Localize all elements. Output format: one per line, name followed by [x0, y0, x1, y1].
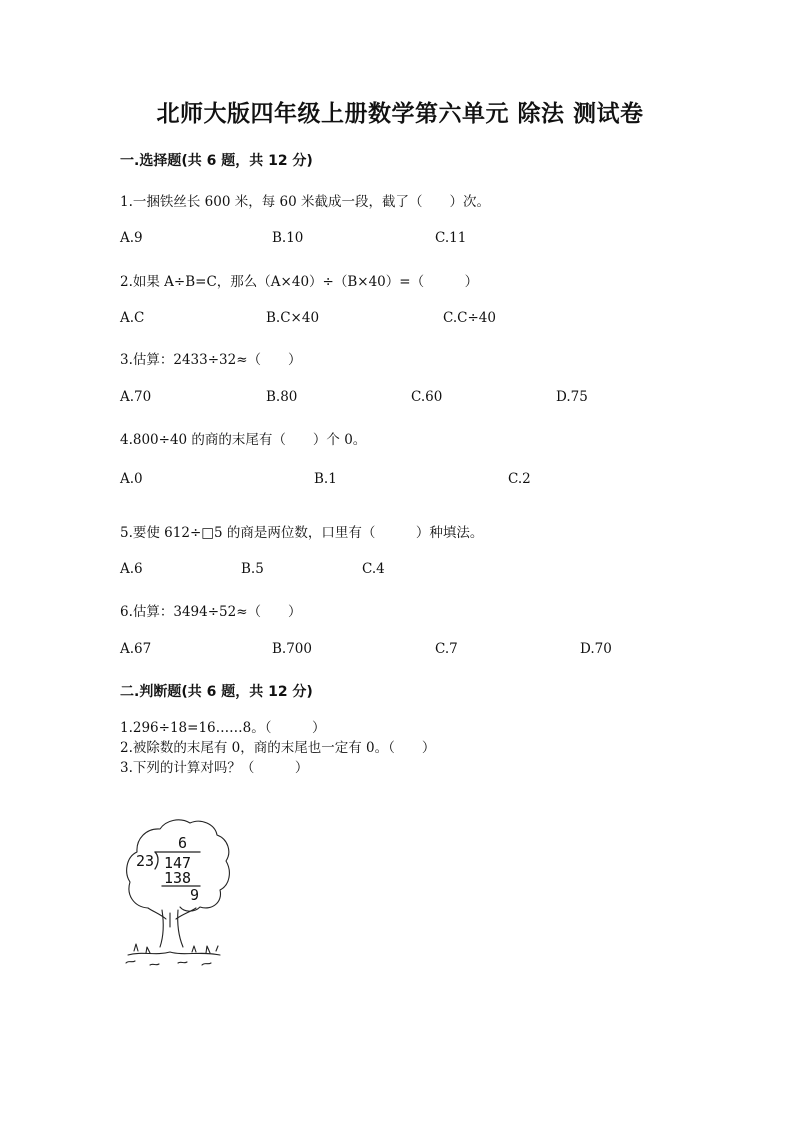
- question-4: 4.800÷40 的商的末尾有（ ）个 0。: [120, 432, 367, 448]
- question-5-option-b: B.5: [241, 561, 264, 577]
- judgement-item-2: 2.被除数的末尾有 0，商的末尾也一定有 0。（ ）: [120, 740, 436, 756]
- division-bracket: [155, 852, 158, 869]
- question-1: 1.一捆铁丝长 600 米，每 60 米截成一段，截了（ ）次。: [120, 194, 490, 210]
- question-6-option-b: B.700: [272, 641, 312, 657]
- judgement-item-1: 1.296÷18=16……8。（ ）: [120, 720, 326, 736]
- question-3-option-a: A.70: [120, 389, 152, 405]
- question-1-option-c: C.11: [435, 230, 467, 246]
- question-3-option-c: C.60: [411, 389, 443, 405]
- page-title: 北师大版四年级上册数学第六单元 除法 测试卷: [156, 101, 644, 127]
- question-1-option-a: A.9: [120, 230, 143, 246]
- tree-division-illustration: [120, 815, 235, 970]
- divisor: 23: [136, 852, 155, 870]
- question-4-option-b: B.1: [314, 471, 337, 487]
- question-2-option-a: A.C: [120, 310, 145, 326]
- question-6-option-c: C.7: [435, 641, 458, 657]
- tree-branch: [176, 908, 196, 919]
- question-2: 2.如果 A÷B=C，那么（A×40）÷（B×40）=（ ）: [120, 274, 479, 290]
- tree-branch: [148, 908, 166, 919]
- grass: [134, 944, 218, 953]
- question-6-option-a: A.67: [120, 641, 152, 657]
- question-3-option-b: B.80: [266, 389, 298, 405]
- question-1-option-b: B.10: [272, 230, 304, 246]
- dividend: 147: [164, 854, 192, 872]
- product: 138: [164, 869, 192, 887]
- remainder: 9: [190, 886, 200, 904]
- question-4-option-a: A.0: [120, 471, 143, 487]
- question-5: 5.要使 612÷□5 的商是两位数，口里有（ ）种填法。: [120, 525, 484, 541]
- judgement-item-3: 3.下列的计算对吗？（ ）: [120, 760, 309, 776]
- question-6: 6.估算：3494÷52≈（ ）: [120, 604, 302, 620]
- section-heading-judgement: 二.判断题(共 6 题，共 12 分): [120, 684, 313, 700]
- question-3: 3.估算：2433÷32≈（ ）: [120, 352, 302, 368]
- question-5-option-a: A.6: [120, 561, 143, 577]
- quotient: 6: [178, 834, 188, 852]
- question-4-option-c: C.2: [508, 471, 531, 487]
- question-6-option-d: D.70: [580, 641, 612, 657]
- question-2-option-c: C.C÷40: [443, 310, 496, 326]
- question-5-option-c: C.4: [362, 561, 385, 577]
- grass: [126, 961, 211, 965]
- question-2-option-b: B.C×40: [266, 310, 320, 326]
- section-heading-choice: 一.选择题(共 6 题，共 12 分): [120, 153, 313, 169]
- question-3-option-d: D.75: [556, 389, 588, 405]
